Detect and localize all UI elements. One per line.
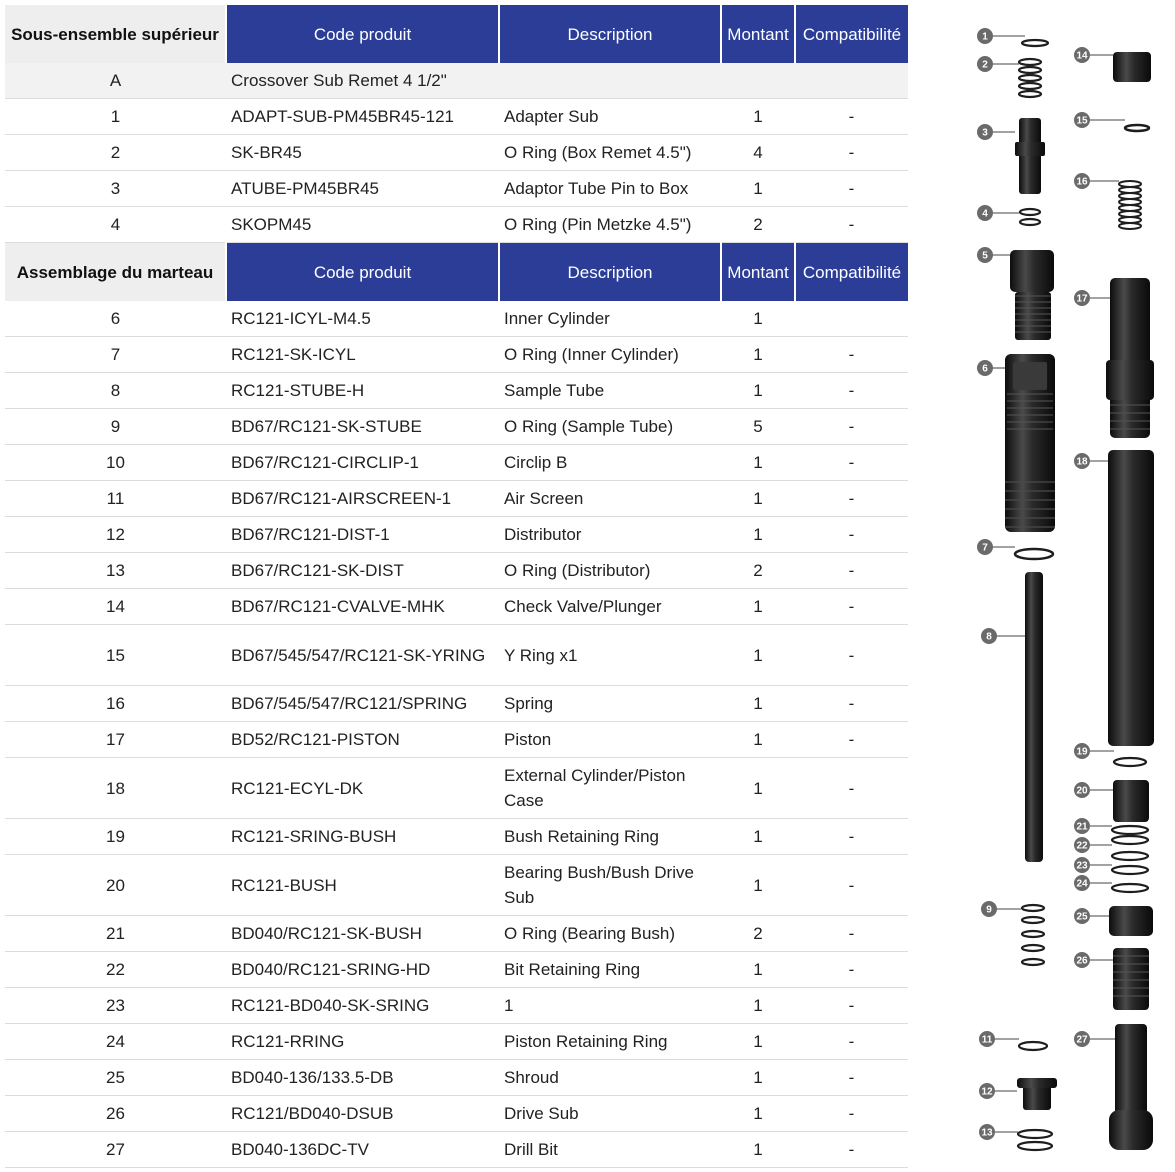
cell-desc: Shroud [499,1060,721,1096]
cell-code: BD040/RC121-SRING-HD [226,952,499,988]
cell-qty: 1 [721,445,795,481]
cell-desc: Piston Retaining Ring [499,1024,721,1060]
part-body-shape [1115,1024,1147,1114]
o-ring-shape [1019,75,1041,81]
cell-qty: 1 [721,988,795,1024]
callout-number: 14 [1076,50,1088,62]
cell-compat: - [795,855,908,916]
cell-compat: - [795,481,908,517]
callout-number: 11 [981,1034,993,1046]
cell-desc: O Ring (Bearing Bush) [499,916,721,952]
o-ring-shape [1112,836,1148,844]
o-ring-shape [1125,125,1149,131]
cell-code: RC121-BUSH [226,855,499,916]
callout-number: 12 [981,1086,993,1098]
part-body-shape [1017,1078,1057,1088]
cell-qty: 2 [721,207,795,243]
cell-num: 10 [5,445,226,481]
cell-num: 18 [5,758,226,819]
part-body-shape [1015,142,1045,156]
callout-number: 25 [1076,911,1088,923]
cell-code: BD67/RC121-CVALVE-MHK [226,589,499,625]
cell-desc: Inner Cylinder [499,301,721,337]
callout-25 [1074,908,1109,924]
callout-number: 23 [1076,860,1088,872]
table-row [5,758,908,819]
cell-desc: Piston [499,722,721,758]
callout-number: 9 [986,904,992,916]
table-row [5,337,908,373]
cell-num: 14 [5,589,226,625]
o-ring-shape [1015,549,1053,559]
callout-18 [1074,453,1108,469]
callout-6 [977,360,1005,376]
callout-number: 21 [1076,821,1088,833]
callout-number: 20 [1076,785,1088,797]
cell-code: BD67/RC121-SK-DIST [226,553,499,589]
col-header-quantity: Montant [721,243,795,302]
o-ring-shape [1022,959,1044,965]
cell-num: 19 [5,819,226,855]
callout-15 [1074,112,1125,128]
o-ring-shape [1022,945,1044,951]
upper-header-row [5,5,908,63]
callout-number: 8 [986,631,992,643]
cell-compat: - [795,916,908,952]
cell-num: 15 [5,625,226,686]
callout-7 [977,539,1015,555]
table-row [5,373,908,409]
callout-markers [977,28,1125,1140]
cell-num: 25 [5,1060,226,1096]
cell-code: RC121-RRING [226,1024,499,1060]
callout-23 [1074,857,1112,873]
cell-qty: 1 [721,1132,795,1168]
o-ring-shape [1019,67,1041,73]
callout-number: 26 [1076,955,1088,967]
callout-27 [1074,1031,1115,1047]
cell-qty: 1 [721,758,795,819]
cell-desc: External Cylinder/Piston Case [499,758,721,819]
cell-code: SK-BR45 [226,135,499,171]
cell-compat: - [795,758,908,819]
table-row [5,517,908,553]
table-row [5,1132,908,1168]
cell-qty: 1 [721,589,795,625]
o-ring-shape [1022,40,1048,46]
cell-compat: - [795,553,908,589]
col-header-description: Description [499,243,721,302]
callout-number: 24 [1076,878,1088,890]
cell-desc: Bearing Bush/Bush Drive Sub [499,855,721,916]
callout-number: 16 [1076,176,1088,188]
callout-number: 15 [1076,115,1088,127]
part-body-shape [1013,362,1047,390]
o-ring-shape [1112,826,1148,834]
cell-qty: 1 [721,1060,795,1096]
o-ring-shape [1112,884,1148,892]
part-body-shape [1109,1110,1153,1150]
callout-number: 22 [1076,840,1088,852]
cell-num: 27 [5,1132,226,1168]
table-row [5,952,908,988]
cell-compat: - [795,445,908,481]
sub-title-row [5,63,908,99]
cell-desc: Circlip B [499,445,721,481]
cell-qty: 1 [721,686,795,722]
cell-qty: 1 [721,301,795,337]
table-row [5,988,908,1024]
cell-qty: 1 [721,952,795,988]
callout-number: 4 [982,208,988,220]
spring-coil-shape [1119,223,1141,229]
o-ring-shape [1112,852,1148,860]
o-ring-shape [1022,905,1044,911]
cell-compat: - [795,625,908,686]
callout-14 [1074,47,1113,63]
callout-2 [977,56,1019,72]
upper-group-label: Sous-ensemble supérieur [5,5,226,63]
o-ring-shape [1019,91,1041,97]
callout-3 [977,124,1015,140]
cell-desc: Adaptor Tube Pin to Box [499,171,721,207]
cell-desc: O Ring (Distributor) [499,553,721,589]
parts-table [5,5,908,1168]
hammer-header-row [5,243,908,302]
o-ring-shape [1019,83,1041,89]
col-header-quantity: Montant [721,5,795,63]
cell-compat: - [795,952,908,988]
table-row [5,916,908,952]
cell-num: 24 [5,1024,226,1060]
table-row [5,625,908,686]
part-body-shape [1113,52,1151,82]
callout-number: 17 [1076,293,1088,305]
table-row [5,722,908,758]
cell-compat: - [795,686,908,722]
cell-desc: Distributor [499,517,721,553]
callout-9 [981,901,1021,917]
callout-number: 6 [982,363,988,375]
part-body-shape [1113,780,1149,822]
parts-drawing [1005,40,1154,1150]
cell-code: RC121-ICYL-M4.5 [226,301,499,337]
cell-num: 8 [5,373,226,409]
cell-num: 11 [5,481,226,517]
table-row [5,1060,908,1096]
cell-compat: - [795,207,908,243]
sub-title-name: Crossover Sub Remet 4 1/2" [226,63,908,99]
cell-code: BD67/RC121-SK-STUBE [226,409,499,445]
cell-code: BD040-136/133.5-DB [226,1060,499,1096]
cell-num: 26 [5,1096,226,1132]
cell-code: BD52/RC121-PISTON [226,722,499,758]
callout-number: 19 [1076,746,1088,758]
callout-number: 5 [982,250,988,262]
hammer-group-label: Assemblage du marteau [5,243,226,302]
table-row [5,301,908,337]
cell-qty: 4 [721,135,795,171]
cell-desc: Adapter Sub [499,99,721,135]
cell-code: ATUBE-PM45BR45 [226,171,499,207]
callout-24 [1074,875,1112,891]
cell-code: ADAPT-SUB-PM45BR45-121 [226,99,499,135]
cell-code: RC121-SRING-BUSH [226,819,499,855]
o-ring-shape [1019,1042,1047,1050]
table-row [5,481,908,517]
cell-num: 6 [5,301,226,337]
cell-compat: - [795,99,908,135]
cell-compat: - [795,409,908,445]
callout-5 [977,247,1010,263]
cell-compat: - [795,988,908,1024]
cell-num: 23 [5,988,226,1024]
callout-16 [1074,173,1119,189]
cell-compat: - [795,373,908,409]
table-row [5,1024,908,1060]
callout-12 [979,1083,1017,1099]
table-row [5,207,908,243]
callout-number: 13 [981,1127,993,1139]
part-body-shape [1110,278,1150,438]
part-body-shape [1108,450,1154,746]
col-header-compatibility: Compatibilité [795,5,908,63]
o-ring-shape [1018,1130,1052,1138]
cell-qty: 1 [721,517,795,553]
cell-code: BD67/RC121-AIRSCREEN-1 [226,481,499,517]
cell-compat: - [795,171,908,207]
cell-num: 12 [5,517,226,553]
callout-4 [977,205,1019,221]
cell-desc: Sample Tube [499,373,721,409]
cell-compat: - [795,722,908,758]
part-body-shape [1025,572,1043,862]
part-body-shape [1010,250,1054,292]
table-row [5,553,908,589]
callout-26 [1074,952,1113,968]
callout-8 [981,628,1025,644]
cell-num: 16 [5,686,226,722]
cell-qty: 1 [721,481,795,517]
table-row [5,855,908,916]
callout-number: 27 [1076,1034,1088,1046]
cell-code: BD67/RC121-CIRCLIP-1 [226,445,499,481]
part-body-shape [1106,360,1154,400]
cell-num: 13 [5,553,226,589]
cell-num: 17 [5,722,226,758]
cell-num: 20 [5,855,226,916]
cell-qty: 1 [721,625,795,686]
cell-qty: 1 [721,171,795,207]
part-body-shape [1113,948,1149,1010]
table-row [5,445,908,481]
cell-num: 3 [5,171,226,207]
cell-qty: 5 [721,409,795,445]
exploded-parts-diagram [915,0,1170,1172]
cell-desc: Spring [499,686,721,722]
callout-number: 2 [982,59,988,71]
cell-desc: O Ring (Pin Metzke 4.5") [499,207,721,243]
cell-code: RC121-BD040-SK-SRING [226,988,499,1024]
cell-code: BD67/RC121-DIST-1 [226,517,499,553]
cell-desc: Y Ring x1 [499,625,721,686]
cell-code: RC121-STUBE-H [226,373,499,409]
cell-desc: Check Valve/Plunger [499,589,721,625]
callout-number: 18 [1076,456,1088,468]
callout-21 [1074,818,1112,834]
cell-desc: Bit Retaining Ring [499,952,721,988]
cell-desc: 1 [499,988,721,1024]
cell-qty: 1 [721,1024,795,1060]
col-header-code: Code produit [226,243,499,302]
cell-desc: Drive Sub [499,1096,721,1132]
callout-17 [1074,290,1110,306]
cell-num: 21 [5,916,226,952]
table-row [5,686,908,722]
cell-desc: Drill Bit [499,1132,721,1168]
cell-compat: - [795,1096,908,1132]
cell-qty: 1 [721,819,795,855]
table-row [5,409,908,445]
o-ring-shape [1022,931,1044,937]
callout-11 [979,1031,1019,1047]
o-ring-shape [1020,209,1040,215]
cell-code: BD040/RC121-SK-BUSH [226,916,499,952]
cell-qty: 1 [721,373,795,409]
sub-title-num: A [5,63,226,99]
cell-num: 9 [5,409,226,445]
cell-code: RC121/BD040-DSUB [226,1096,499,1132]
cell-code: BD67/545/547/RC121/SPRING [226,686,499,722]
cell-compat: - [795,1024,908,1060]
cell-num: 2 [5,135,226,171]
callout-20 [1074,782,1113,798]
cell-desc: O Ring (Sample Tube) [499,409,721,445]
table-row [5,819,908,855]
table-row [5,171,908,207]
cell-qty: 1 [721,99,795,135]
cell-qty: 1 [721,1096,795,1132]
cell-desc: Air Screen [499,481,721,517]
part-body-shape [1109,906,1153,936]
cell-qty: 2 [721,916,795,952]
o-ring-shape [1112,866,1148,874]
table-row [5,1096,908,1132]
o-ring-shape [1022,917,1044,923]
cell-compat: - [795,819,908,855]
callout-19 [1074,743,1114,759]
callout-number: 1 [982,31,988,43]
col-header-compatibility: Compatibilité [795,243,908,302]
o-ring-shape [1114,758,1146,766]
col-header-code: Code produit [226,5,499,63]
cell-code: RC121-SK-ICYL [226,337,499,373]
callout-13 [979,1124,1018,1140]
table-row [5,135,908,171]
o-ring-shape [1018,1142,1052,1150]
callout-22 [1074,837,1112,853]
cell-qty: 1 [721,855,795,916]
o-ring-shape [1020,219,1040,225]
cell-qty: 2 [721,553,795,589]
cell-num: 4 [5,207,226,243]
cell-code: BD040-136DC-TV [226,1132,499,1168]
cell-qty: 1 [721,722,795,758]
cell-num: 22 [5,952,226,988]
cell-compat: - [795,1060,908,1096]
cell-desc: O Ring (Inner Cylinder) [499,337,721,373]
table-row [5,99,908,135]
cell-compat: - [795,1132,908,1168]
cell-compat [795,301,908,337]
callout-1 [977,28,1025,44]
cell-compat: - [795,337,908,373]
cell-code: SKOPM45 [226,207,499,243]
cell-compat: - [795,135,908,171]
cell-desc: Bush Retaining Ring [499,819,721,855]
cell-compat: - [795,589,908,625]
cell-compat: - [795,517,908,553]
col-header-description: Description [499,5,721,63]
table-row [5,589,908,625]
cell-num: 7 [5,337,226,373]
cell-num: 1 [5,99,226,135]
part-body-shape [1015,292,1051,340]
cell-qty: 1 [721,337,795,373]
o-ring-shape [1019,59,1041,65]
cell-desc: O Ring (Box Remet 4.5") [499,135,721,171]
cell-code: RC121-ECYL-DK [226,758,499,819]
callout-number: 7 [982,542,988,554]
cell-code: BD67/545/547/RC121-SK-YRING [226,625,499,686]
callout-number: 3 [982,127,988,139]
